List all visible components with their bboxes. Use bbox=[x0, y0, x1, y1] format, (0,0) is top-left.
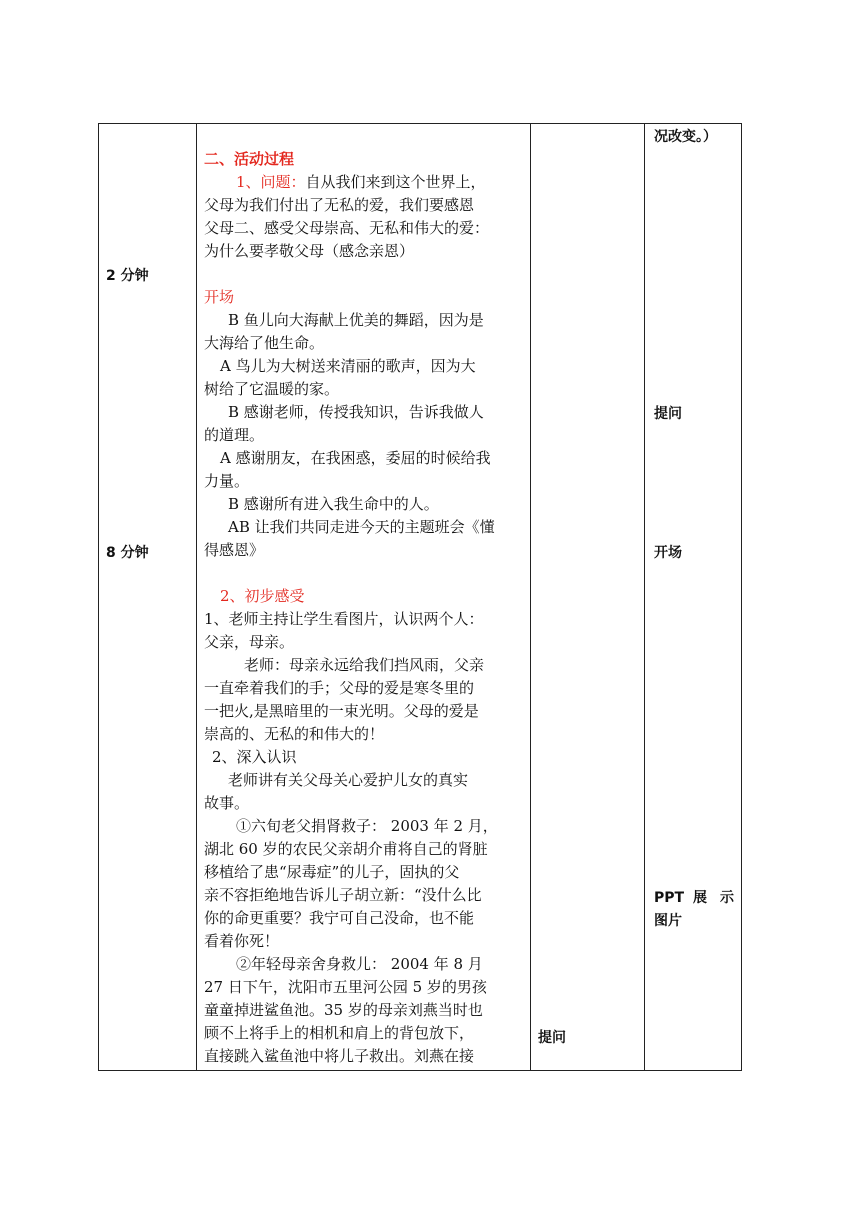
text-line: 1、老师主持让学生看图片，认识两个人： bbox=[204, 610, 484, 628]
table-divider bbox=[530, 123, 531, 1071]
text-line: 故事。 bbox=[204, 794, 250, 812]
note-cell: PPT 展 示 bbox=[654, 890, 734, 906]
text-line: 的道理。 bbox=[204, 426, 265, 444]
text-line: 看着你死！ bbox=[204, 932, 280, 950]
text-line: 老师讲有关父母关心爱护儿女的真实 bbox=[228, 771, 469, 789]
time-cell: 2 分钟 bbox=[106, 268, 149, 284]
text-line: A 鸟儿为大树送来清丽的歌声，因为大 bbox=[220, 357, 476, 375]
text-line: AB 让我们共同走进今天的主题班会《懂 bbox=[228, 518, 495, 536]
note-cell: 开场 bbox=[654, 545, 682, 561]
note-cell: 况改变。） bbox=[654, 129, 717, 145]
text-line: 湖北 60 岁的农民父亲胡介甫将自己的肾脏 bbox=[204, 840, 488, 858]
text-line: 移植给了患“尿毒症”的儿子，固执的父 bbox=[204, 863, 460, 881]
text-line: 树给了它温暖的家。 bbox=[204, 380, 340, 398]
text-line: 为什么要孝敬父母（感念亲恩） bbox=[204, 242, 415, 260]
text-line: 亲不容拒绝地告诉儿子胡立新：“没什么比 bbox=[204, 886, 482, 904]
text-line: 27 日下午，沈阳市五里河公园 5 岁的男孩 bbox=[204, 978, 487, 996]
text-line: A 感谢朋友，在我困惑，委屈的时候给我 bbox=[220, 449, 491, 467]
text-line: 一把火,是黑暗里的一束光明。父母的爱是 bbox=[204, 702, 479, 720]
text-line: 顾不上将手上的相机和肩上的背包放下， bbox=[204, 1024, 475, 1042]
text-line: B 鱼儿向大海献上优美的舞蹈，因为是 bbox=[228, 311, 484, 329]
section-label: 2、深入认识 bbox=[212, 748, 297, 766]
text-line: ②年轻母亲舍身救儿： 2004 年 8 月 bbox=[236, 955, 483, 973]
text-line: 直接跳入鲨鱼池中将儿子救出。刘燕在接 bbox=[204, 1047, 475, 1065]
question-label: 1、问题： bbox=[236, 173, 306, 191]
opening-label: 开场 bbox=[204, 288, 235, 306]
text-line: 父母为我们付出了无私的爱，我们要感恩 bbox=[204, 196, 475, 214]
text-line: 崇高的、无私的和伟大的！ bbox=[204, 725, 385, 743]
text-line: 老师：母亲永远给我们挡风雨，父亲 bbox=[244, 656, 485, 674]
table-divider bbox=[196, 123, 197, 1071]
text-line: 大海给了他生命。 bbox=[204, 334, 325, 352]
time-cell: 8 分钟 bbox=[106, 545, 149, 561]
text-line: 童童掉进鲨鱼池。35 岁的母亲刘燕当时也 bbox=[204, 1001, 483, 1019]
text-line: 父母二、感受父母崇高、无私和伟大的爱： bbox=[204, 219, 490, 237]
text-line: ①六旬老父捐肾救子： 2003 年 2 月， bbox=[236, 817, 498, 835]
text-line: 得感恩》 bbox=[204, 541, 265, 559]
method-cell: 提问 bbox=[538, 1030, 566, 1046]
text-line: 你的命更重要？我宁可自己没命，也不能 bbox=[204, 909, 475, 927]
text-line: B 感谢老师，传授我知识，告诉我做人 bbox=[228, 403, 484, 421]
table-divider bbox=[644, 123, 645, 1071]
paragraph bbox=[204, 171, 526, 194]
section-heading: 二、活动过程 bbox=[204, 150, 295, 168]
text-line: 自从我们来到这个世界上， bbox=[305, 173, 486, 191]
note-cell: 图片 bbox=[654, 913, 682, 929]
text-line: 父亲，母亲。 bbox=[204, 633, 295, 651]
text-line: B 感谢所有进入我生命中的人。 bbox=[228, 495, 439, 513]
text-line: 力量。 bbox=[204, 472, 250, 490]
note-cell: 提问 bbox=[654, 406, 682, 422]
text-line: 一直牵着我们的手；父母的爱是寒冬里的 bbox=[204, 679, 475, 697]
lesson-content bbox=[204, 148, 526, 1068]
section-label: 2、初步感受 bbox=[220, 587, 305, 605]
